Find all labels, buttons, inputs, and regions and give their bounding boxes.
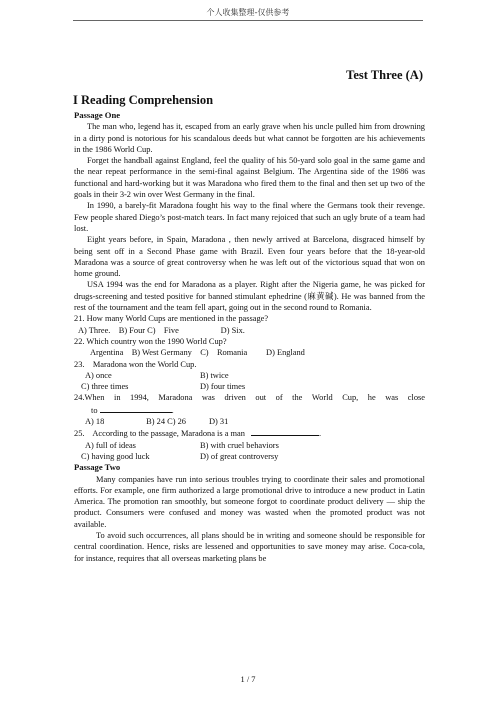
q24-word: out bbox=[255, 393, 267, 403]
q24-word: he bbox=[367, 393, 376, 403]
option-c: C) three times bbox=[81, 382, 129, 392]
passage-one-title: Passage One bbox=[74, 110, 121, 120]
question-25: 25. According to the passage, Maradona is a man bbox=[74, 429, 245, 439]
document-body bbox=[74, 110, 425, 564]
q24-word: in bbox=[114, 393, 121, 403]
page-number: 1 / 7 bbox=[240, 675, 256, 684]
passage-one-paragraph: Eight years before, in Spain, Maradona , then newly arrived at Barcelona, disgraced himself by being sent off in a Second Phase game with Brazil. Even four years before that the 18-year-old Maradona was a source of great controversy when he was left out of the victorious squad that won on home ground. bbox=[74, 235, 425, 279]
question-21: 21. How many World Cups are mentioned in the passage? bbox=[74, 314, 269, 324]
section-title: I Reading Comprehension bbox=[73, 93, 214, 107]
q24-word: 1994, bbox=[130, 393, 149, 403]
passage-one-paragraph: The man who, legend has it, escaped from an early grave when his uncle pulled him from drowning in a dirty pond is notorious for his scandalous deeds but what cannot be forgotten are his achievements in the 1986 World Cup. bbox=[74, 122, 425, 154]
question-24 bbox=[74, 392, 425, 403]
option-d: D) four times bbox=[200, 382, 246, 392]
question-22-options: Argentina B) West Germany C) Romania D) England bbox=[90, 348, 305, 358]
question-22: 22. Which country won the 1990 World Cup? bbox=[74, 336, 227, 346]
question-21-options: A) Three. B) Four C) Five D) Six. bbox=[78, 325, 245, 335]
question-25-options-row2 bbox=[74, 451, 425, 462]
q24-word: driven bbox=[224, 393, 246, 403]
q24-word: was bbox=[385, 393, 399, 403]
passage-one-paragraph: Forget the handball against England, feel the quality of his 50-yard solo goal in the same game and the near repeat performance in the semi-final against Belgium. The Argentina side of the 1986 was functional and hard-working but it was Maradona who fired them to the final and then set up two of the goals in their 3-2 win over West Germany in the final. bbox=[74, 156, 425, 200]
passage-one-paragraph: In 1990, a barely-fit Maradona fought his way to the final where the Germans took their revenge. Few people shared Diego’s post-match tears. In fact many rejoiced that such an ugly brute of a team had lost. bbox=[74, 201, 425, 233]
q24-word: the bbox=[292, 393, 303, 403]
passage-two-paragraph: To avoid such occurrences, all plans should be in writing and someone should be responsible for central coordination. Hence, risks are lessened and opportunities to save money may arise. Coca-cola, for instance, requires that all overseas marketing plans be bbox=[74, 530, 425, 563]
passage-two-title: Passage Two bbox=[74, 462, 121, 473]
answer-blank bbox=[100, 404, 172, 413]
question-23: 23. Maradona won the World Cup. bbox=[74, 359, 197, 369]
q24-word: of bbox=[275, 393, 283, 403]
option-a: A) once bbox=[85, 370, 112, 380]
passage-one-paragraph: USA 1994 was the end for Maradona as a player. Right after the Nigeria game, he was picked for drugs-screening and tested positive for banned stimulant ephedrine (麻黄碱). He was banned from the rest of the tournament and the team fell apart, going out in the second round to Romania. bbox=[74, 280, 425, 313]
test-title: Test Three (A) bbox=[346, 68, 423, 82]
question-24-continuation: to . bbox=[91, 405, 174, 415]
q24-word: close bbox=[407, 393, 425, 403]
question-25-line: 25. According to the passage, Maradona is a man . bbox=[74, 429, 322, 439]
q24-word: was bbox=[201, 393, 215, 403]
answer-blank bbox=[251, 427, 319, 436]
question-25-options-row1 bbox=[74, 440, 425, 451]
option-b: B) with cruel behaviors bbox=[200, 440, 279, 450]
header-rule bbox=[73, 20, 423, 21]
option-a: A) full of ideas bbox=[85, 440, 136, 450]
q24-word: 24.When bbox=[74, 393, 105, 403]
question-23-options-row1 bbox=[74, 370, 425, 381]
q24-word: World bbox=[311, 393, 333, 403]
question-24-options: A) 18 B) 24 C) 26 D) 31 bbox=[85, 417, 229, 427]
option-b: B) twice bbox=[200, 370, 229, 380]
q24-word: Cup, bbox=[342, 393, 359, 403]
q24-word: Maradona bbox=[158, 393, 193, 403]
option-d: D) of great controversy bbox=[200, 451, 279, 461]
page-header: 个人收集整理-仅供参考 bbox=[206, 8, 290, 17]
q24-to: to bbox=[91, 405, 98, 415]
passage-two-paragraph: Many companies have run into serious troubles trying to coordinate their sales and promotional efforts. For example, one firm authorized a large promotional drive to introduce a new product in Latin America. The promotion ran smoothly, but someone forgot to coordinate product delivery — ship the product. Consumers were confused and money was wasted when the promoted product was not available. bbox=[74, 474, 425, 529]
question-23-options-row2 bbox=[74, 381, 425, 392]
option-c: C) having good luck bbox=[81, 451, 150, 461]
